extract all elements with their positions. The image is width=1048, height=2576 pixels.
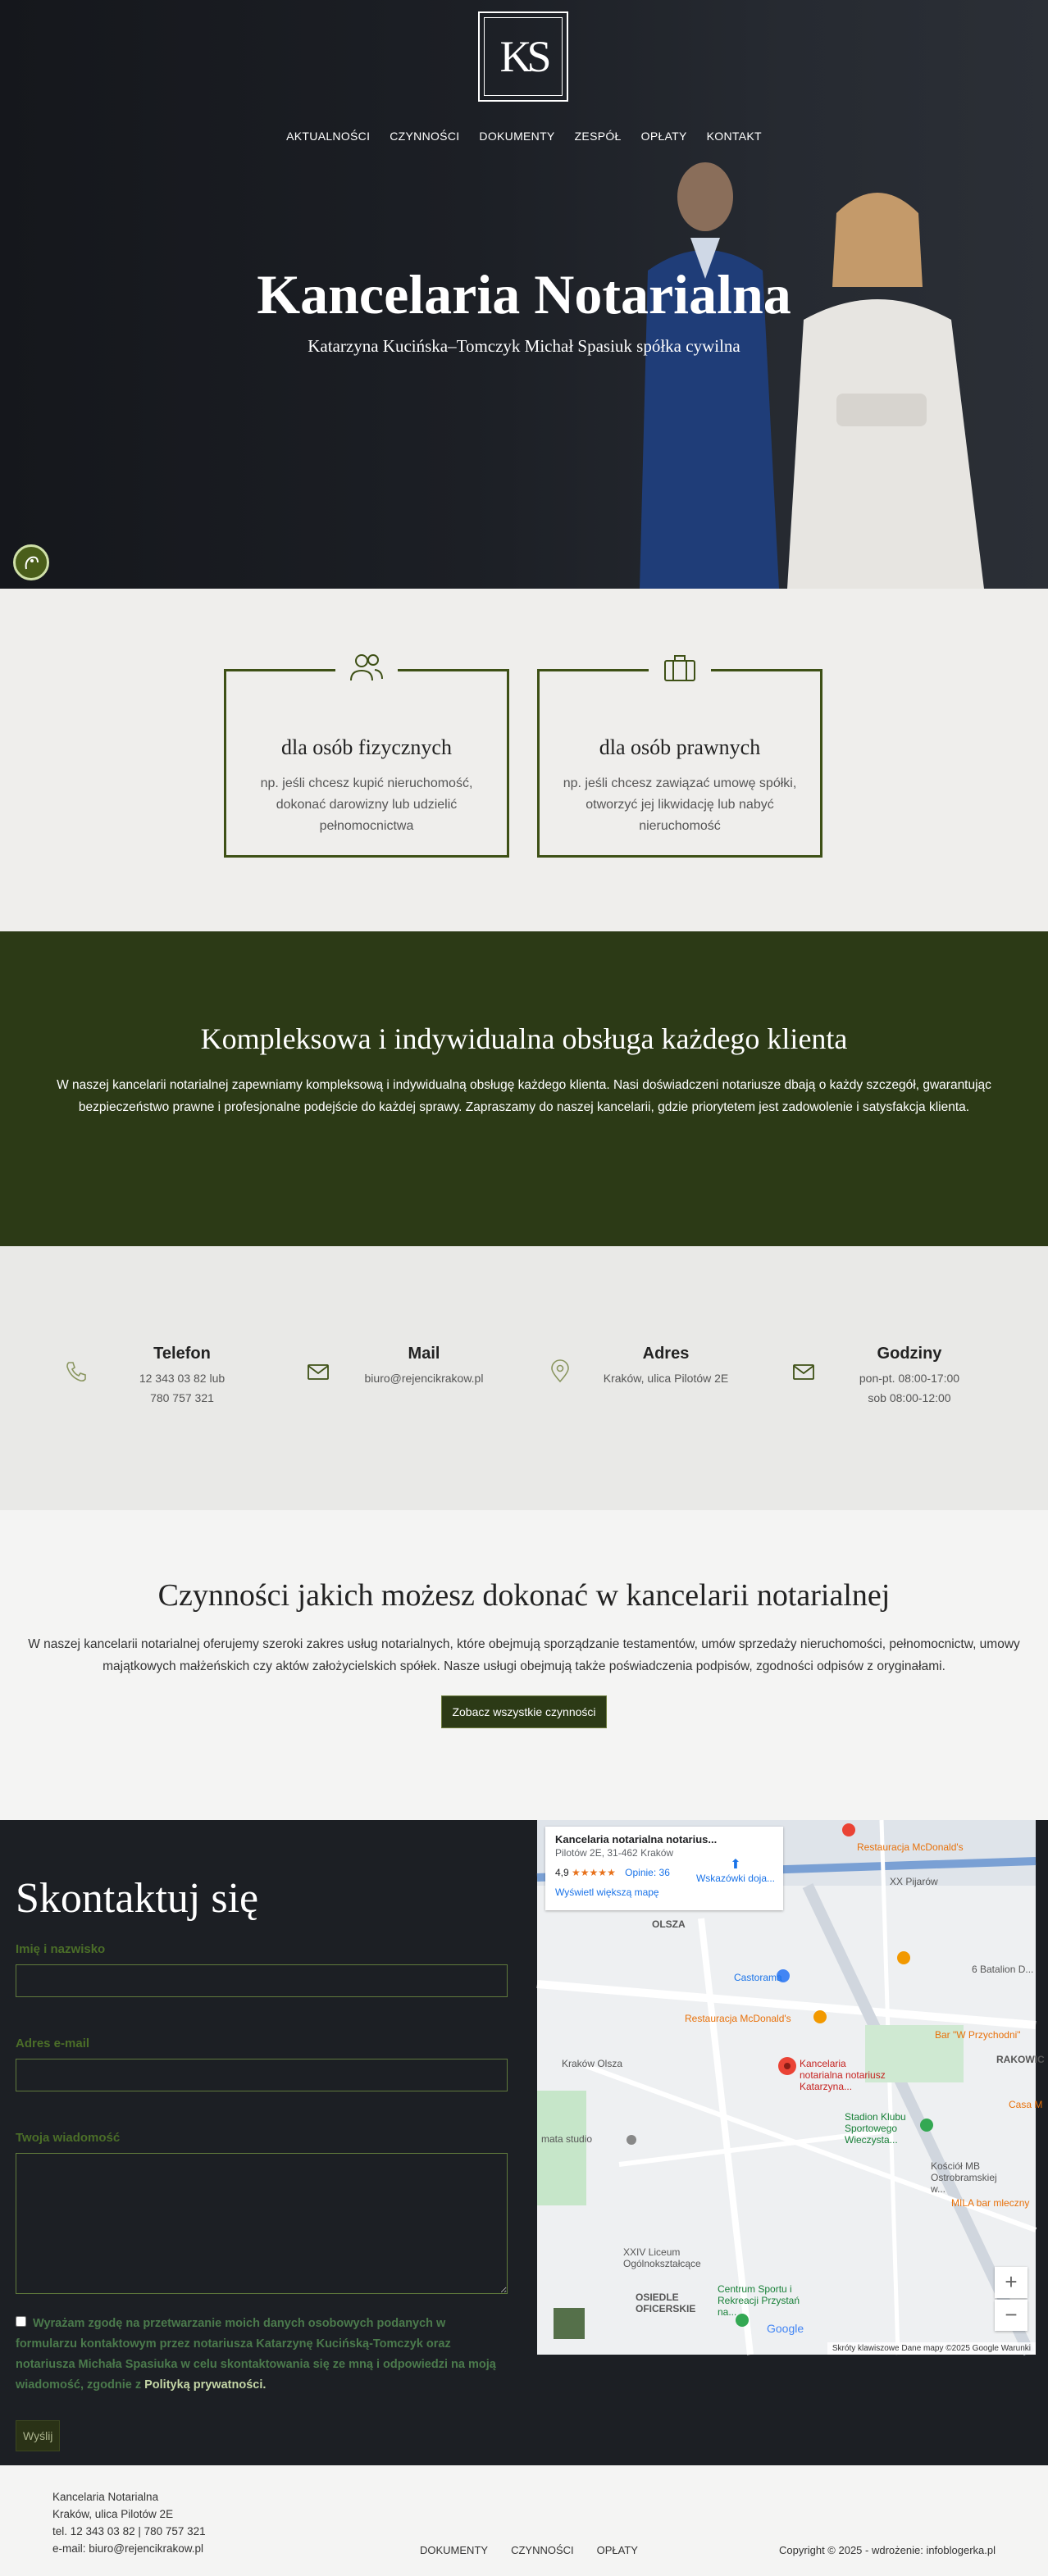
zoom-out-button[interactable]: − bbox=[995, 2300, 1027, 2331]
mail-icon bbox=[306, 1359, 330, 1384]
mail-icon bbox=[791, 1359, 816, 1384]
logo[interactable] bbox=[478, 11, 568, 102]
message-label: Twoja wiadomość bbox=[16, 2131, 121, 2145]
footer bbox=[0, 2465, 1048, 2576]
place-card bbox=[545, 1827, 783, 1910]
contact-form bbox=[16, 1874, 508, 2451]
people-icon bbox=[335, 647, 398, 688]
map-label: Castorama bbox=[734, 1972, 782, 1983]
footer-line: Kancelaria Notarialna bbox=[52, 2491, 159, 2503]
services-text: W naszej kancelarii notarialnej oferujemy szeroki zakres usług notarialnych, które obejmują sporządzanie testamentów, umów sprzedaży nieruchomości, pełnomocnictw, umowy majątkowych małżeńskich czy aktów założycielskich spółek. Nasze usługi obejmują także poświadczenia podpisów, zgodności odpisów z oryginałami. bbox=[28, 1637, 1020, 1673]
info-title: Adres bbox=[642, 1345, 690, 1363]
location-icon bbox=[548, 1359, 572, 1384]
footer-link-oplaty[interactable]: OPŁATY bbox=[596, 2544, 638, 2556]
star-icon: ★★★★★ bbox=[572, 1867, 616, 1878]
map-label: Restauracja McDonald's bbox=[685, 2013, 791, 2024]
card-title: dla osób prawnych bbox=[599, 735, 761, 759]
about-title: Kompleksowa i indywidualna obsługa każdego klienta bbox=[200, 1022, 848, 1055]
place-address: Pilotów 2E, 31-462 Kraków bbox=[555, 1847, 674, 1859]
reviews-link[interactable]: Opinie: 36 bbox=[625, 1867, 670, 1878]
map-label: Restauracja McDonald's bbox=[857, 1841, 964, 1853]
zoom-in-button[interactable]: + bbox=[995, 2267, 1027, 2298]
footer-line: e-mail: biuro@rejencikrakow.pl bbox=[52, 2542, 204, 2555]
card-title: dla osób fizycznych bbox=[281, 735, 452, 759]
map-label: 6 Batalion D... bbox=[972, 1964, 1034, 1975]
map-label: Kraków Olsza bbox=[562, 2058, 623, 2069]
place-title: Kancelaria notarialna notarius... bbox=[555, 1833, 718, 1846]
contact-info-section bbox=[0, 1246, 1048, 1510]
info-line: Kraków, ulica Pilotów 2E bbox=[603, 1372, 729, 1385]
all-services-button[interactable]: Zobacz wszystkie czynności bbox=[441, 1695, 606, 1728]
map-label: Centrum Sportu i Rekreacji Przystań na... bbox=[718, 2283, 800, 2318]
contact-title: Skontaktuj się bbox=[16, 1875, 259, 1922]
info-title: Telefon bbox=[153, 1345, 211, 1363]
about-section bbox=[0, 931, 1048, 1246]
footer-line: tel. 12 343 03 82 | 780 757 321 bbox=[52, 2525, 206, 2537]
google-map[interactable] bbox=[537, 1820, 1045, 2355]
nav-item-dokumenty[interactable]: DOKUMENTY bbox=[479, 130, 555, 143]
hero-subtitle: Katarzyna Kucińska–Tomczyk Michał Spasiuk spółka cywilna bbox=[308, 336, 740, 356]
nav-item-kontakt[interactable]: KONTAKT bbox=[706, 130, 762, 143]
map-label: XXIV Liceum Ogólnokształcące bbox=[623, 2246, 701, 2269]
footer-link-dokumenty[interactable]: DOKUMENTY bbox=[420, 2544, 489, 2556]
google-logo: Google bbox=[767, 2322, 804, 2335]
name-field[interactable] bbox=[16, 1964, 508, 1997]
services-section bbox=[0, 1510, 1048, 1820]
footer-line: Kraków, ulica Pilotów 2E bbox=[52, 2508, 174, 2520]
footer-address bbox=[52, 2488, 206, 2557]
pin-label[interactable]: Kancelaria notarialna notariusz Katarzyna... bbox=[800, 2058, 886, 2092]
nav-item-czynnosci[interactable]: CZYNNOŚCI bbox=[390, 130, 460, 143]
consent-text: Wyrażam zgodę na przetwarzanie moich danych osobowych podanych w formularzu kontaktowym przez notariusza Katarzynę Kucińską-Tomczyk oraz notariusza Michała Spasiuka w celu skontaktowania się ze mną i odpowiedzi na moją wiadomość, zgodnie z bbox=[16, 2317, 496, 2392]
directions-button[interactable] bbox=[696, 1856, 775, 1884]
logo-text: KS bbox=[499, 32, 547, 81]
directions-label: Wskazówki doja... bbox=[695, 1873, 775, 1884]
hero-section bbox=[0, 0, 1048, 589]
card-companies[interactable] bbox=[537, 669, 822, 858]
bigger-map-link[interactable]: Wyświetl większą mapę bbox=[555, 1886, 659, 1898]
main-nav bbox=[0, 130, 1048, 143]
map-label: OLSZA bbox=[652, 1918, 686, 1930]
map-label: MILA bar mleczny bbox=[951, 2197, 1030, 2209]
about-text: W naszej kancelarii notarialnej zapewniamy kompleksową i indywidualną obsługę każdego klienta. Nasi doświadczeni notariusze dbają o każdy szczegół, gwarantując bezpieczeństwo prawne i profesjonalne podejście do każdej sprawy. Zapraszamy do naszej kancelarii, gdzie priorytetem jest zadowolenie i satysfakcja klienta. bbox=[57, 1078, 991, 1114]
info-line: pon-pt. 08:00-17:00 bbox=[859, 1372, 960, 1385]
info-title: Mail bbox=[408, 1345, 440, 1363]
map-label: mata studio bbox=[541, 2133, 593, 2145]
services-title: Czynności jakich możesz dokonać w kancelarii notarialnej bbox=[157, 1578, 891, 1613]
client-type-section bbox=[0, 589, 1048, 931]
map-label: Bar "W Przychodni" bbox=[935, 2029, 1021, 2041]
rating-value: 4,9 bbox=[555, 1867, 569, 1878]
copyright: Copyright © 2025 - wdrożenie: infoblogerka.pl bbox=[779, 2544, 996, 2556]
footer-link-czynnosci[interactable]: CZYNNOŚCI bbox=[511, 2544, 574, 2556]
map-label: Stadion Klubu Sportowego Wieczysta... bbox=[845, 2111, 906, 2146]
map-label: OSIEDLE OFICERSKIE bbox=[636, 2292, 696, 2314]
info-line[interactable]: 780 757 321 bbox=[150, 1391, 214, 1404]
card-text: np. jeśli chcesz zawiązać umowę spółki, otworzyć jej likwidację lub nabyć nieruchomość bbox=[563, 776, 797, 833]
info-line: sob 08:00-12:00 bbox=[868, 1391, 951, 1404]
card-text: np. jeśli chcesz kupić nieruchomość, dokonać darowizny lub udzielić pełnomocnictwa bbox=[260, 776, 473, 833]
map-footer[interactable]: Skróty klawiszowe Dane mapy ©2025 Google Warunki bbox=[827, 2342, 1036, 2355]
map-label: RAKOWIC bbox=[996, 2054, 1045, 2065]
name-label: Imię i nazwisko bbox=[16, 1942, 106, 1956]
message-field[interactable] bbox=[16, 2153, 508, 2294]
contact-section bbox=[0, 1820, 1048, 2465]
map-label: XX Pijarów bbox=[890, 1876, 938, 1887]
briefcase-icon bbox=[649, 647, 711, 688]
accessibility-icon[interactable] bbox=[13, 544, 49, 580]
info-line[interactable]: 12 343 03 82 lub bbox=[139, 1372, 226, 1385]
footer-nav bbox=[420, 2544, 638, 2556]
email-label: Adres e-mail bbox=[16, 2037, 90, 2050]
map-label: Casa M bbox=[1009, 2099, 1043, 2110]
phone-icon bbox=[64, 1359, 89, 1384]
directions-icon: ⬆ bbox=[730, 1858, 741, 1872]
email-field[interactable] bbox=[16, 2059, 508, 2091]
privacy-policy-link[interactable]: Polityką prywatności. bbox=[144, 2378, 267, 2392]
hero-photo bbox=[640, 148, 1000, 589]
nav-item-zespol[interactable]: ZESPÓŁ bbox=[574, 130, 622, 143]
nav-item-oplaty[interactable]: OPŁATY bbox=[640, 130, 687, 143]
card-individuals[interactable] bbox=[224, 669, 509, 858]
map-label: Kościół MB Ostrobramskiej w... bbox=[931, 2160, 997, 2195]
consent-row bbox=[16, 2314, 508, 2396]
hero-title: Kancelaria Notarialna bbox=[257, 263, 791, 325]
info-line[interactable]: biuro@rejencikrakow.pl bbox=[364, 1372, 484, 1385]
info-title: Godziny bbox=[877, 1345, 942, 1363]
send-button[interactable]: Wyślij bbox=[16, 2420, 60, 2451]
nav-item-aktualnosci[interactable]: AKTUALNOŚCI bbox=[286, 130, 371, 143]
consent-checkbox[interactable] bbox=[16, 2316, 26, 2327]
logo-inner bbox=[484, 17, 563, 96]
